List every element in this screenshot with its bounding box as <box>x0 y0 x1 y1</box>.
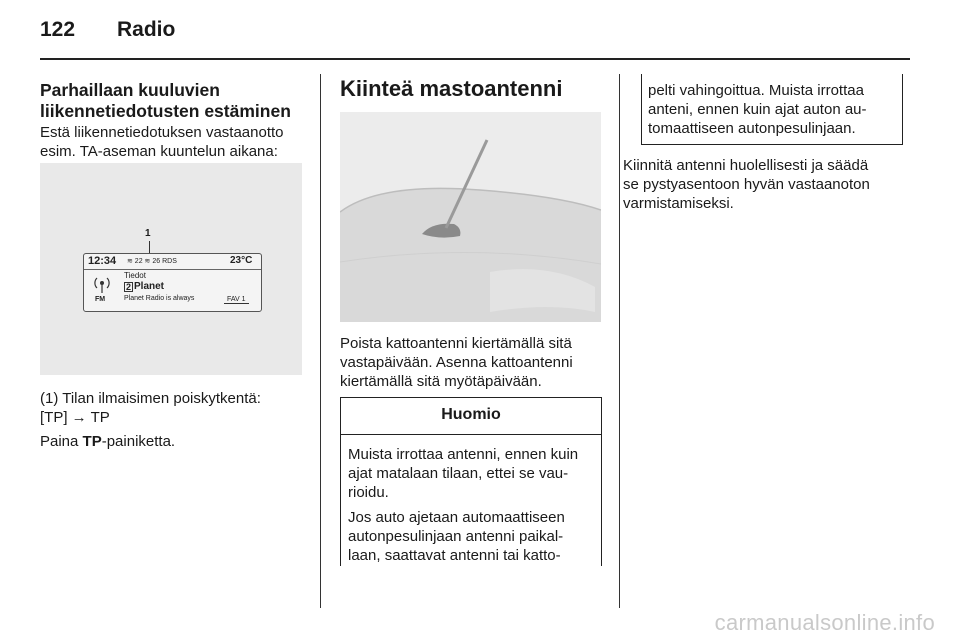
header-rule <box>40 58 910 60</box>
note-box <box>340 397 602 566</box>
radio-preset-number: 2 <box>126 282 132 292</box>
note-p2-line1: Jos auto ajetaan automaattiseen <box>348 509 565 527</box>
press-prefix: Paina <box>40 433 83 450</box>
figure-caption-line1: (1) Tilan ilmaisimen poiskytkentä: <box>40 390 261 407</box>
press-tp-instruction <box>40 432 175 451</box>
note-p1-line1: Muista irrottaa antenni, ennen kuin <box>348 446 579 464</box>
intro-text: Estä liikennetiedotuksen vastaanotto esim. TA-aseman kuuntelun aikana: <box>40 124 284 160</box>
note-continued-body <box>642 74 902 138</box>
note-p1-line3: rioidu. <box>348 484 389 502</box>
radio-time: 12:34 <box>88 255 117 267</box>
radio-screen <box>83 253 262 312</box>
note-cont-line3: tomaattiseen autonpesulinjaan. <box>648 120 856 137</box>
column-divider-right <box>619 74 620 608</box>
page-number: 122 <box>40 18 76 41</box>
radio-text-line: Planet Radio is always <box>124 295 195 302</box>
note-p1-line2: ajat matalaan tilaan, ettei se vau- <box>348 465 569 483</box>
heading-traffic-announcements: Parhaillaan kuuluvien liikennetiedotusten estäminen <box>40 80 291 121</box>
radio-fav-label: FAV 1 <box>224 296 249 304</box>
mounting-line2: se pystyasentoon hyvän vastaanoton <box>623 176 870 193</box>
antenna-paragraph-line2: vastapäivään. Asenna kattoantenni <box>340 354 573 371</box>
roof-antenna-illustration <box>340 112 601 322</box>
note-cont-line1: pelti vahingoittua. Muista irrottaa <box>648 82 864 99</box>
radio-antenna-icon <box>92 274 112 294</box>
mounting-paragraph <box>623 156 913 213</box>
heading-fixed-mast-antenna: Kiinteä mastoantenni <box>340 76 563 101</box>
antenna-paragraph-line3: kiertämällä sitä myötäpäivään. <box>340 373 542 390</box>
antenna-paragraph <box>340 334 573 391</box>
radio-temperature: 23°C <box>230 255 253 266</box>
figure-caption-line2: [TP] → TP <box>40 409 110 426</box>
mounting-line1: Kiinnitä antenni huolellisesti ja säädä <box>623 157 869 174</box>
radio-band: FM <box>95 296 106 303</box>
radio-status-icons: ≋ 22 ≋ 26 RDS <box>127 258 177 265</box>
mounting-line3: varmistamiseksi. <box>623 195 734 212</box>
watermark: carmanualsonline.info <box>714 610 935 635</box>
radio-station-name: Planet <box>134 281 165 292</box>
column-divider-left <box>320 74 321 608</box>
radio-info-line: Tiedot <box>124 271 146 280</box>
figure-callout-number: 1 <box>145 228 151 239</box>
note-p2-line2: autonpesulinjaan antenni paikal- <box>348 528 564 546</box>
note-cont-line2: anteni, ennen kuin ajat auton au- <box>648 101 867 118</box>
note-title: Huomio <box>441 406 501 423</box>
note-box-continued <box>641 74 903 145</box>
tp-button-name: TP <box>82 433 102 450</box>
antenna-paragraph-line1: Poista kattoantenni kiertämällä sitä <box>340 335 572 352</box>
note-p2-line3: laan, saattavat antenni tai katto- <box>348 547 561 565</box>
press-suffix: -painiketta. <box>101 433 176 450</box>
note-body <box>341 435 601 565</box>
section-title: Radio <box>117 18 176 41</box>
